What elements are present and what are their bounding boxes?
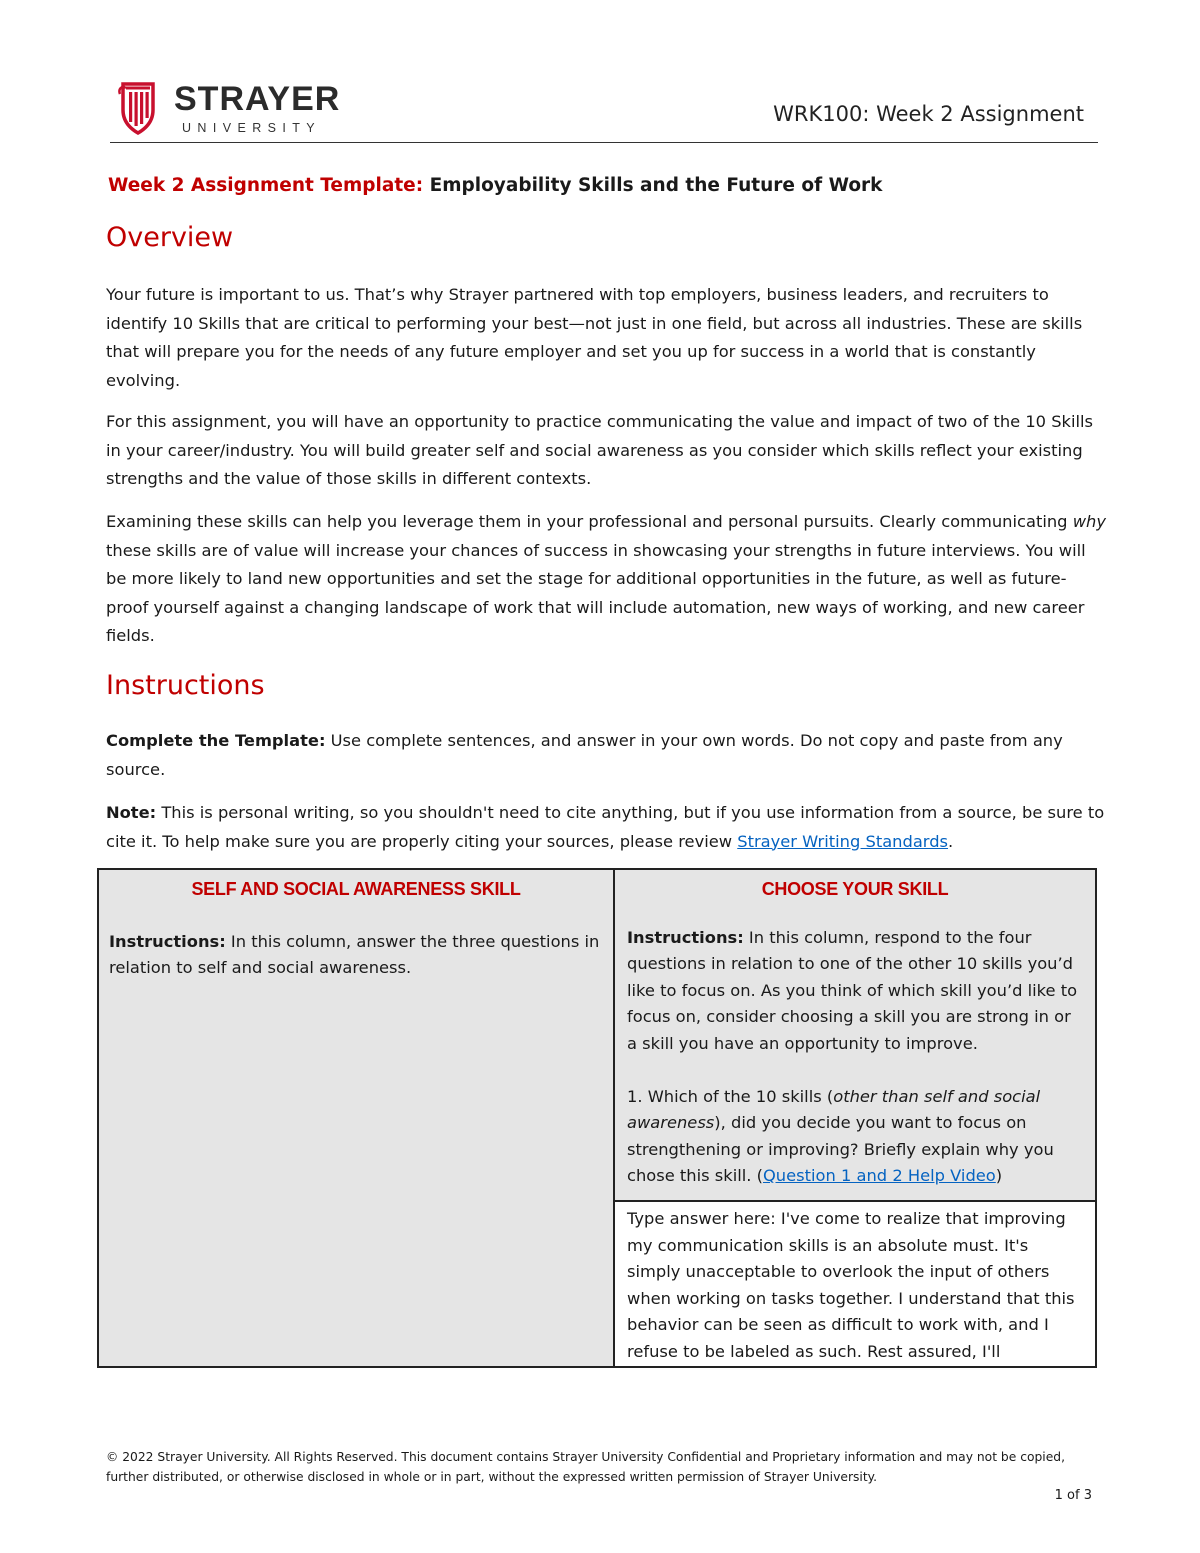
- right-instructions-text: In this column, respond to the four questions in relation to one of the other 10 skills you’d like to focus on. As you think of which skill you’d like to focus on, consider choosing a skill you are strong in or a skill you have an opportunity to improve.: [627, 927, 1078, 1053]
- overview-paragraph-2: For this assignment, you will have an opportunity to practice communicating the value and impact of two of the 10 Skills in your career/industry. You will build greater self and social awareness as you consider which skills reflect your existing strengths and the value of those skills in different contexts.: [106, 412, 1094, 488]
- assignment-subtitle: [108, 175, 882, 196]
- q1-text-b: ), did you decide you want to focus on strengthening or improving? Briefly explain why you chose this skill. (: [627, 1113, 1054, 1186]
- right-instructions: [627, 925, 1083, 1058]
- note-text: This is personal writing, so you shouldn't need to cite anything, but if you use information from a source, be sure to cite it. To help make sure you are properly citing your sources, please review: [106, 803, 1105, 851]
- question-1: [627, 1084, 1083, 1190]
- self-social-awareness-cell: [98, 869, 614, 1367]
- q1-text-a: 1. Which of the 10 skills (: [627, 1086, 834, 1106]
- subtitle-label: Week 2 Assignment Template:: [108, 175, 424, 196]
- right-column-heading: CHOOSE YOUR SKILL: [761, 879, 949, 899]
- right-instructions-label: Instructions:: [627, 927, 744, 947]
- note-label: Note:: [106, 803, 157, 822]
- assignment-template-table: [97, 868, 1097, 1368]
- left-column-heading: SELF AND SOCIAL AWARENESS SKILL: [191, 879, 521, 899]
- answer-cell[interactable]: [614, 1201, 1096, 1367]
- copyright-notice: © 2022 Strayer University. All Rights Reserved. This document contains Strayer University Confidential and Proprietary information and may not be copied, further distributed, or otherwise disclosed in whole or in part, without the expressed written permission of Strayer University.: [106, 1450, 1065, 1484]
- complete-label: Complete the Template:: [106, 731, 326, 750]
- shield-logo-icon: [118, 80, 158, 136]
- page-header: [110, 74, 1098, 143]
- q1-end: ): [995, 1166, 1003, 1186]
- strayer-writing-standards-link[interactable]: Strayer Writing Standards: [737, 831, 949, 851]
- choose-skill-cell: [614, 869, 1096, 1201]
- left-instructions-label: Instructions:: [109, 931, 226, 951]
- overview-heading: Overview: [106, 222, 234, 253]
- left-instructions: [109, 929, 603, 982]
- subtitle-title: Employability Skills and the Future of Work: [429, 175, 883, 196]
- logo-name: STRAYER: [174, 80, 341, 118]
- document-title: WRK100: Week 2 Assignment: [773, 102, 1084, 126]
- overview-paragraph-3: [106, 508, 1106, 651]
- q1-emphasis: other than self and social awareness: [627, 1086, 1041, 1133]
- page-number: 1 of 3: [1054, 1488, 1092, 1503]
- complete-text: Use complete sentences, and answer in your own words. Do not copy and paste from any source.: [106, 731, 1063, 779]
- question-1-2-help-video-link[interactable]: Question 1 and 2 Help Video: [762, 1166, 996, 1186]
- answer-text[interactable]: Type answer here: I've come to realize that improving my communication skills is an absolute must. It's simply unacceptable to overlook the input of others when working on tasks together. I understand that this behavior can be seen as difficult to work with, and I refuse to be labeled as such. Rest assured, I'll: [627, 1208, 1075, 1361]
- p3-text-a: Examining these skills can help you leverage them in your professional and personal pursuits. Clearly communicating: [106, 512, 1073, 531]
- logo-subtitle: UNIVERSITY: [182, 121, 322, 135]
- complete-template-paragraph: [106, 727, 1106, 784]
- overview-paragraph-1: Your future is important to us. That’s why Strayer partnered with top employers, business leaders, and recruiters to identify 10 Skills that are critical to performing your best—not just in one field, but across all industries. These are skills that will prepare you for the needs of any future employer and set you up for success in a world that is constantly evolving.: [106, 285, 1083, 390]
- note-end: .: [948, 831, 954, 851]
- p3-emphasis: why: [1072, 512, 1106, 531]
- note-paragraph: [106, 799, 1106, 856]
- left-instructions-text: In this column, answer the three questions in relation to self and social awareness.: [109, 931, 600, 978]
- p3-text-b: these skills are of value will increase your chances of success in showcasing your strengths in future interviews. You will be more likely to land new opportunities and set the stage for additional opportunities in the future, as well as future-proof yourself against a changing landscape of work that will include automation, new ways of working, and new career fields.: [106, 540, 1086, 645]
- instructions-heading: Instructions: [106, 670, 265, 701]
- strayer-logo: [118, 80, 340, 136]
